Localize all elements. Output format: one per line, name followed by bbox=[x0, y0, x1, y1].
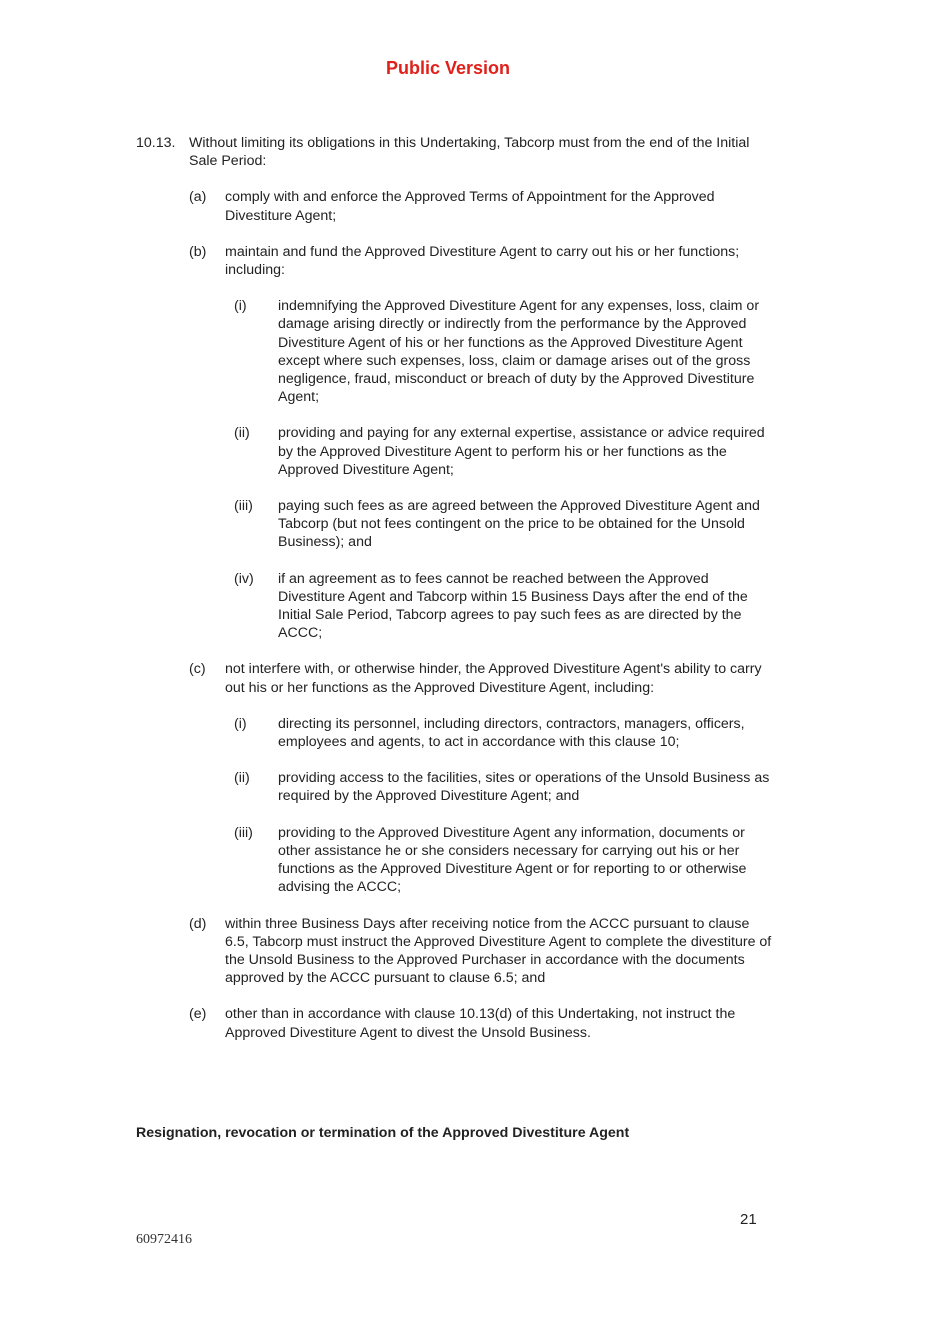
subitem-label: (iii) bbox=[234, 498, 253, 515]
subitem-text: directing its personnel, including directors, contractors, managers, officers, employees and agents, to act in accordance with this clause 10; bbox=[278, 715, 745, 751]
subitem-text: providing access to the facilities, sites or operations of the Unsold Business as required by the Approved Divestiture Agent; and bbox=[278, 770, 770, 805]
item-label: (a) bbox=[189, 189, 207, 206]
item-c bbox=[189, 660, 776, 696]
subitem-label: (i) bbox=[234, 715, 247, 732]
item-label: (e) bbox=[189, 1006, 207, 1023]
subitem-c-ii bbox=[234, 769, 776, 805]
subitem-label: (ii) bbox=[234, 770, 250, 787]
public-version-header: Public Version bbox=[385, 58, 511, 78]
item-label: (d) bbox=[189, 915, 207, 932]
subitem-b-ii bbox=[234, 424, 776, 479]
item-label: (b) bbox=[189, 243, 207, 260]
clause-text: Without limiting its obligations in this Undertaking, Tabcorp must from the end of the Initial Sale Period: bbox=[189, 135, 750, 170]
page-number: 21 bbox=[740, 1211, 757, 1228]
subitem-label: (iii) bbox=[234, 824, 253, 841]
subitem-text: paying such fees as are agreed between the Approved Divestiture Agent and Tabcorp (but not fees contingent on the price to be obtained for the Unsold Business); and bbox=[278, 498, 760, 551]
item-text: within three Business Days after receiving notice from the ACCC pursuant to clause 6.5, Tabcorp must instruct the Approved Divestiture Agent to complete the divestiture of the Unsold Business to the Approved Purchaser in accordance with the documents approved by the ACCC pursuant to clause 6.5; and bbox=[225, 915, 772, 987]
subitem-text: providing and paying for any external expertise, assistance or advice required by the Approved Divestiture Agent to perform his or her functions as the Approved Divestiture Agent; bbox=[278, 425, 765, 478]
item-e bbox=[189, 1005, 776, 1041]
clause-number: 10.13. bbox=[136, 135, 176, 151]
item-text: comply with and enforce the Approved Terms of Appointment for the Approved Divestiture Agent; bbox=[225, 189, 715, 224]
item-d bbox=[189, 915, 776, 988]
document-id: 60972416 bbox=[136, 1232, 192, 1247]
subitem-c-iii bbox=[234, 824, 776, 897]
subitem-b-i bbox=[234, 297, 776, 406]
subitem-label: (iv) bbox=[234, 570, 254, 587]
subitem-b-iv bbox=[234, 570, 776, 643]
clause-10-13 bbox=[136, 134, 776, 1042]
subitem-label: (i) bbox=[234, 298, 247, 315]
subitem-c-i bbox=[234, 715, 776, 751]
subitem-b-iii bbox=[234, 497, 776, 552]
clause-intro bbox=[136, 134, 776, 170]
item-text: other than in accordance with clause 10.13(d) of this Undertaking, not instruct the Approved Divestiture Agent to divest the Unsold Business. bbox=[225, 1006, 736, 1041]
item-b bbox=[189, 243, 776, 279]
item-a bbox=[189, 188, 776, 224]
item-c-subitems bbox=[189, 715, 776, 897]
item-text: maintain and fund the Approved Divestiture Agent to carry out his or her functions; including: bbox=[225, 243, 740, 279]
item-label: (c) bbox=[189, 661, 206, 678]
subitem-text: providing to the Approved Divestiture Agent any information, documents or other assistance he or she considers necessary for carrying out his or her functions as the Approved Divestiture Agent or for reporting to or otherwise advising the ACCC; bbox=[278, 824, 747, 896]
subitem-label: (ii) bbox=[234, 425, 250, 442]
subitem-text: indemnifying the Approved Divestiture Agent for any expenses, loss, claim or damage arising directly or indirectly from the performance by the Approved Divestiture Agent of his or her functions as the Approved Divestiture Agent except where such expenses, loss, claim or damage arises out of the gross negligence, fraud, misconduct or breach of duty by the Approved Divestiture Agent; bbox=[278, 298, 760, 406]
item-text: not interfere with, or otherwise hinder, the Approved Divestiture Agent's ability to carry out his or her functions as the Approved Divestiture Agent, including: bbox=[225, 661, 762, 696]
subitem-text: if an agreement as to fees cannot be reached between the Approved Divestiture Agent and Tabcorp within 15 Business Days after the end of the Initial Sale Period, Tabcorp agrees to pay such fees as are directed by the ACCC; bbox=[278, 570, 748, 642]
section-heading: Resignation, revocation or termination of the Approved Divestiture Agent bbox=[136, 1125, 630, 1141]
item-b-subitems bbox=[189, 297, 776, 642]
